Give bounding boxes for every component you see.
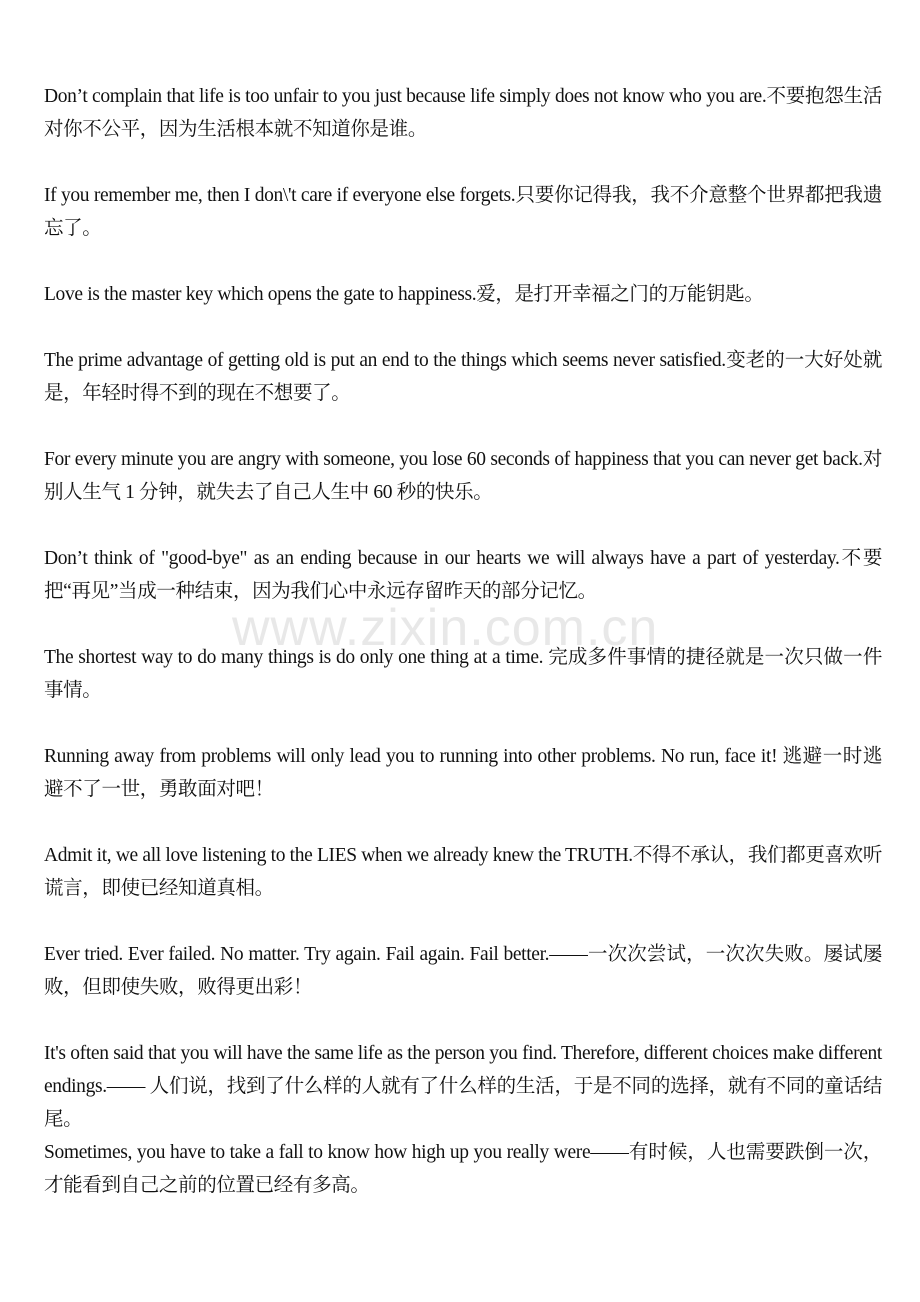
paragraph-gap (44, 509, 882, 542)
paragraph-gap (44, 245, 882, 278)
paragraph-gap (44, 905, 882, 938)
quote-paragraph: Admit it, we all love listening to the LIES when we already knew the TRUTH.不得不承认，我们都更喜欢听谎言，即使已经知道真相。 (44, 845, 882, 899)
quote-paragraph: It's often said that you will have the same life as the person you find. Therefore, different choices make different endings.—— 人们说，找到了什么样的人就有了什么样的生活，于是不同的选择，就有不同的童话结尾。 (44, 1043, 882, 1130)
paragraph-gap (44, 707, 882, 740)
quote-paragraph: Don’t complain that life is too unfair to you just because life simply does not know who you are.不要抱怨生活对你不公平，因为生活根本就不知道你是谁。 (44, 86, 882, 140)
quote-paragraph: Love is the master key which opens the gate to happiness.爱，是打开幸福之门的万能钥匙。 (44, 284, 764, 305)
paragraph-gap (44, 1004, 882, 1037)
quote-paragraph: Don’t think of "good-bye" as an ending because in our hearts we will always have a part of yesterday.不要把“再见”当成一种结束，因为我们心中永远存留昨天的部分记忆。 (44, 548, 882, 602)
quote-paragraph: The shortest way to do many things is do only one thing at a time. 完成多件事情的捷径就是一次只做一件事情。 (44, 647, 882, 701)
quote-paragraph: Ever tried. Ever failed. No matter. Try again. Fail again. Fail better.——一次次尝试，一次次失败。屡试屡败，但即使失败，败得更出彩！ (44, 944, 882, 998)
watermark: www.zixin.com.cn (232, 599, 659, 657)
paragraph-gap (44, 146, 882, 179)
paragraph-gap (44, 608, 882, 641)
quote-paragraph: Sometimes, you have to take a fall to know how high up you really were——有时候，人也需要跌倒一次，才能看到自己之前的位置已经有多高。 (44, 1142, 882, 1196)
paragraph-gap (44, 806, 882, 839)
document-body (44, 80, 882, 1202)
quote-paragraph: The prime advantage of getting old is put an end to the things which seems never satisfied.变老的一大好处就是，年轻时得不到的现在不想要了。 (44, 350, 882, 404)
quote-paragraph: Running away from problems will only lead you to running into other problems. No run, face it! 逃避一时逃避不了一世，勇敢面对吧！ (44, 746, 882, 800)
paragraph-gap (44, 410, 882, 443)
quote-paragraph: If you remember me, then I don\'t care if everyone else forgets.只要你记得我，我不介意整个世界都把我遗忘了。 (44, 185, 882, 239)
paragraph-gap (44, 311, 882, 344)
quote-paragraph: For every minute you are angry with someone, you lose 60 seconds of happiness that you can never get back.对别人生气 1 分钟，就失去了自己人生中 60 秒的快乐。 (44, 449, 882, 503)
